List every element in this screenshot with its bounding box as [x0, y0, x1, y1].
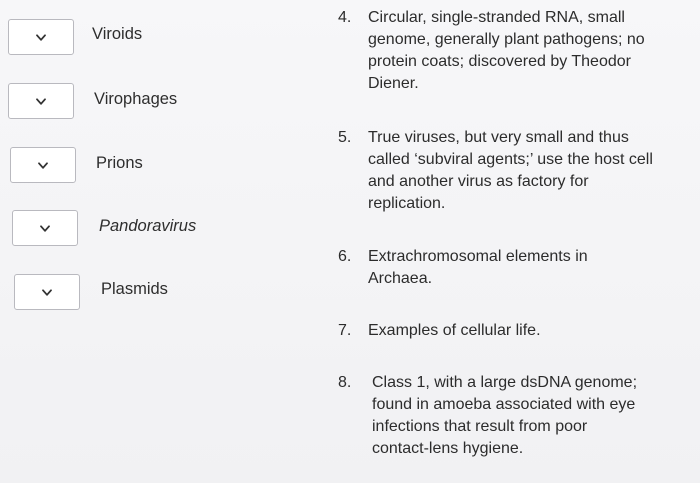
term-label: Virophages [94, 90, 178, 108]
term-label: Prions [96, 154, 143, 172]
answer-dropdown-viroids[interactable] [8, 19, 74, 55]
answer-dropdown-prions[interactable] [10, 147, 76, 183]
match-row-virophages [8, 83, 308, 123]
term-label: Viroids [92, 25, 143, 43]
definition-text: True viruses, but very small and thus called ‘subviral agents;’ use the host cell and another virus as factory for replication. [368, 129, 653, 212]
chevron-down-icon [42, 289, 52, 297]
chevron-down-icon [36, 34, 46, 42]
match-row-viroids [8, 19, 308, 59]
term-label: Pandoravirus [99, 217, 197, 235]
answer-dropdown-virophages[interactable] [8, 83, 74, 119]
chevron-down-icon [36, 98, 46, 106]
definition-number: 4. [338, 9, 352, 26]
definition-item-6 [338, 246, 688, 290]
answer-dropdown-pandoravirus[interactable] [12, 210, 78, 246]
definition-item-4 [338, 7, 688, 95]
match-row-plasmids [14, 274, 314, 314]
term-label: Plasmids [101, 280, 168, 298]
definition-item-5 [338, 127, 688, 215]
answer-dropdown-plasmids[interactable] [14, 274, 80, 310]
chevron-down-icon [38, 162, 48, 170]
definition-text: Extrachromosomal elements in Archaea. [368, 248, 588, 287]
match-row-pandoravirus [12, 210, 312, 250]
definition-number: 7. [338, 322, 352, 339]
definition-number: 8. [338, 374, 352, 391]
definition-item-7 [338, 320, 688, 342]
definition-text: Circular, single-stranded RNA, small genome, generally plant pathogens; no protein coats; discovered by Theodor Diener. [368, 9, 645, 92]
match-row-prions [10, 147, 310, 187]
definition-text: Class 1, with a large dsDNA genome; found in amoeba associated with eye infections that result from poor contact-lens hygiene. [372, 374, 638, 457]
chevron-down-icon [40, 225, 50, 233]
definition-text: Examples of cellular life. [368, 322, 541, 339]
definition-number: 6. [338, 248, 352, 265]
definition-item-8 [338, 372, 688, 460]
definition-number: 5. [338, 129, 352, 146]
